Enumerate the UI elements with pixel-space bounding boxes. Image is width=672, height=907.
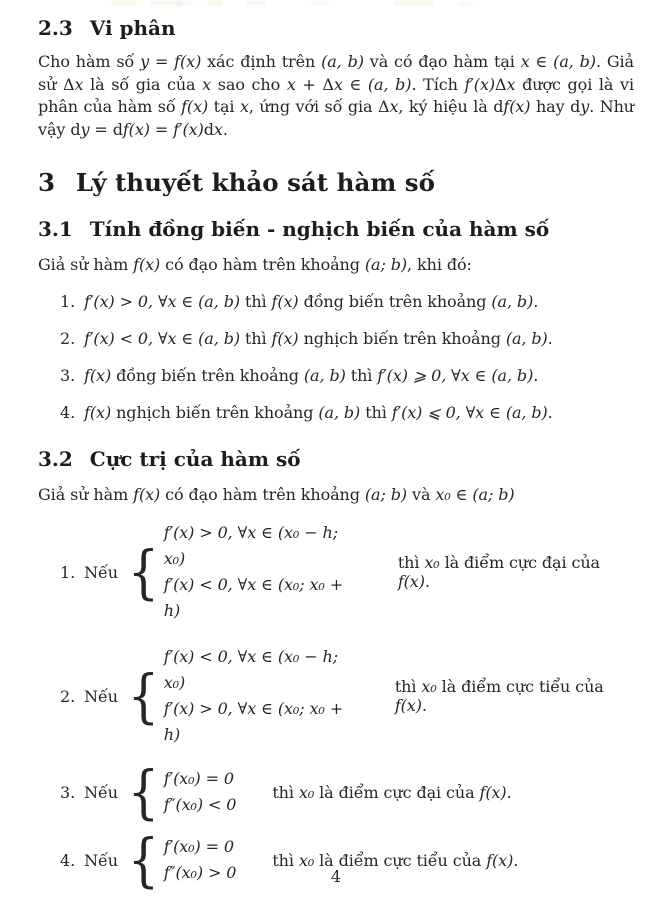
item-number: 2. — [60, 329, 76, 348]
item-number: 1. — [60, 292, 76, 311]
cases-row: f′(x) > 0, ∀x ∈ (x₀ − h; x₀) — [163, 523, 338, 568]
item-number: 3. — [60, 782, 76, 802]
item-label: Nếu — [84, 782, 118, 802]
item-conclusion: thì x₀ là điểm cực tiểu của f(x). — [394, 677, 604, 715]
cases-row: f′(x) < 0, ∀x ∈ (x₀ − h; x₀) — [163, 647, 338, 692]
cases-row: f″(x₀) < 0 — [163, 795, 237, 814]
intro-3-1: Giả sử hàm f(x) có đạo hàm trên khoảng (a; b), khi đó: — [38, 255, 472, 274]
cases-rows — [164, 644, 359, 748]
paragraph-line: phân của hàm số f(x) tại x, ứng với số gia Δx, ký hiệu là df(x) hay dy. Như — [38, 97, 635, 116]
cases-rows — [164, 520, 362, 624]
cases-item — [60, 758, 634, 826]
section-heading-3 — [38, 168, 634, 198]
cases-rows — [164, 766, 237, 818]
cases-row: f′(x₀) = 0 — [163, 837, 234, 856]
left-brace: { — [127, 538, 159, 606]
list-item — [60, 327, 634, 350]
item-content: f′(x) < 0, ∀x ∈ (a, b) thì f(x) nghịch biến trên khoảng (a, b). — [84, 329, 553, 348]
page-number: 4 — [330, 867, 342, 886]
ordered-list-3-1 — [38, 290, 634, 424]
item-number: 4. — [60, 403, 76, 422]
section-heading-3-1 — [38, 217, 634, 241]
item-conclusion: thì x₀ là điểm cực đại của f(x). — [397, 553, 601, 591]
paragraph-line: vậy dy = df(x) = f′(x)dx. — [38, 119, 228, 139]
cases-row: f″(x₀) > 0 — [163, 863, 237, 882]
item-number: 2. — [60, 686, 76, 706]
section-title: Cực trị của hàm số — [89, 447, 301, 471]
item-content: f′(x) > 0, ∀x ∈ (a, b) thì f(x) đồng biến trên khoảng (a, b). — [84, 292, 539, 311]
intro-3-2: Giả sử hàm f(x) có đạo hàm trên khoảng (a; b) và x₀ ∈ (a; b) — [38, 485, 515, 504]
item-number: 3. — [60, 366, 76, 385]
cases-item — [60, 644, 634, 748]
list-item — [60, 364, 634, 387]
section-title: Vi phân — [89, 16, 176, 40]
item-content: f(x) đồng biến trên khoảng (a, b) thì f′(x) ⩾ 0, ∀x ∈ (a, b). — [84, 366, 539, 385]
section-number: 3.2 — [38, 447, 73, 471]
left-brace: { — [127, 826, 159, 894]
item-label: Nếu — [84, 850, 118, 870]
cases-row: f′(x) < 0, ∀x ∈ (x₀; x₀ + h) — [163, 575, 344, 620]
left-brace: { — [127, 662, 159, 730]
paragraph-vi-phan — [38, 51, 634, 141]
left-brace: { — [127, 758, 159, 826]
cases-row: f′(x₀) = 0 — [163, 769, 234, 788]
item-content: f(x) nghịch biến trên khoảng (a, b) thì f′(x) ⩽ 0, ∀x ∈ (a, b). — [84, 403, 553, 422]
cases-item — [60, 520, 634, 624]
item-number: 4. — [60, 850, 76, 870]
cases-row: f′(x) > 0, ∀x ∈ (x₀; x₀ + h) — [163, 699, 344, 744]
list-item — [60, 290, 634, 313]
section-number: 3.1 — [38, 217, 73, 241]
item-number: 1. — [60, 562, 76, 582]
section-title: Tính đồng biến - nghịch biến của hàm số — [89, 217, 550, 241]
section-number: 2.3 — [38, 16, 73, 40]
paragraph-line: Cho hàm số y = f(x) xác định trên (a, b) và có đạo hàm tại x ∈ (a, b). Giả — [38, 52, 634, 71]
section-heading-3-2 — [38, 447, 634, 471]
paragraph-line: sử Δx là số gia của x sao cho x + Δx ∈ (a, b). Tích f′(x)Δx được gọi là vi — [38, 74, 634, 94]
list-item — [60, 401, 634, 424]
item-conclusion: thì x₀ là điểm cực đại của f(x). — [272, 782, 512, 802]
item-conclusion: thì x₀ là điểm cực tiểu của f(x). — [272, 850, 519, 870]
section-title: Lý thuyết khảo sát hàm số — [75, 168, 435, 197]
item-label: Nếu — [84, 562, 118, 582]
section-heading-2-3 — [38, 16, 634, 40]
section-number: 3 — [38, 168, 56, 197]
item-label: Nếu — [84, 686, 118, 706]
